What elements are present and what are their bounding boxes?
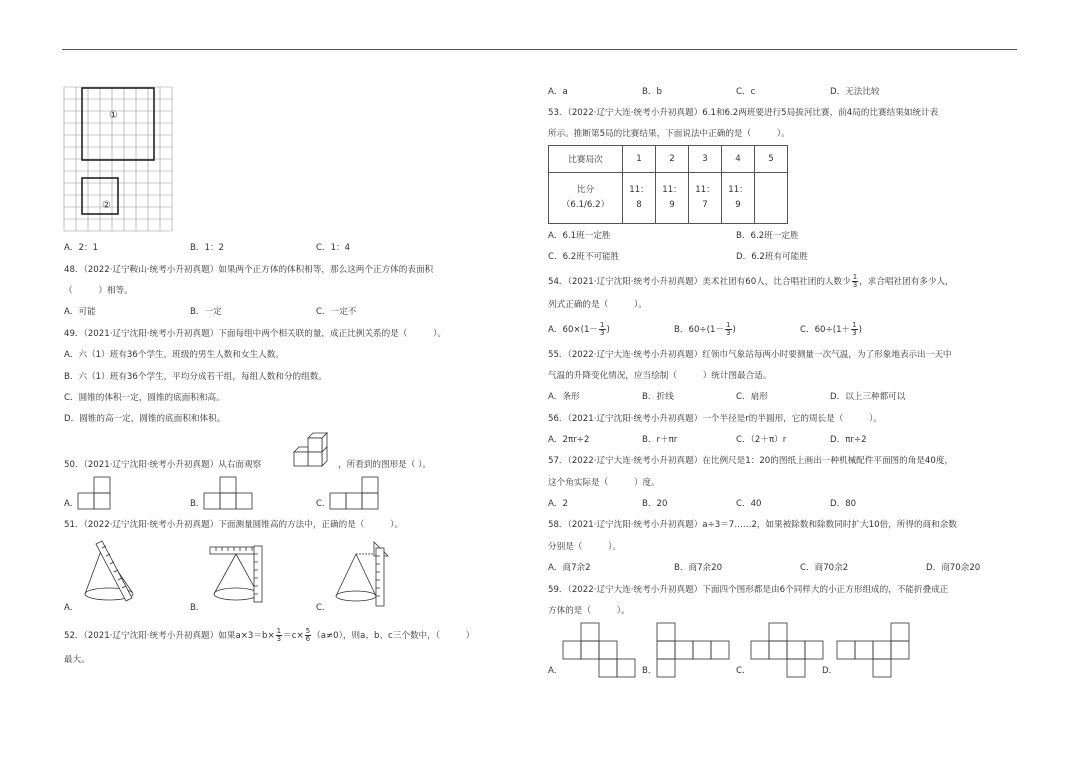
- table-round: 5: [755, 146, 788, 173]
- table-round: 3: [689, 146, 722, 173]
- close-paren: ): [858, 325, 862, 335]
- q50-figure-b: [204, 476, 254, 510]
- header-rule: [62, 49, 1017, 50]
- q49-option-b[interactable]: B．六（1）班有36个学生，平均分成若干组，每组人数和分的组数。: [64, 372, 327, 382]
- score-bottom: 9: [735, 200, 741, 210]
- q49-option-a[interactable]: A．六（1）班有36个学生，班级的男生人数和女生人数。: [64, 350, 284, 360]
- score-top: 11：: [695, 185, 715, 195]
- q54-frac-denominator: 3: [852, 281, 858, 289]
- table-row: [549, 146, 788, 173]
- q53-option-c[interactable]: C．6.2班不可能胜: [548, 252, 620, 262]
- frac-denominator: 3: [600, 329, 605, 337]
- q50-option-b[interactable]: B．: [190, 499, 205, 509]
- cube-stack-figure: [294, 430, 334, 468]
- table-row: [549, 173, 788, 224]
- q48-option-a[interactable]: A．可能: [64, 307, 96, 317]
- q54-stem-post: ，求合唱社团有多少人，: [859, 277, 954, 287]
- q52-stem-mid2: （a≠0），则a、b、c三个数中，（ ）: [312, 631, 475, 641]
- q52-frac2-numerator: 5: [305, 627, 311, 635]
- table-score-label: [549, 173, 623, 224]
- q52-frac1-numerator: 1: [276, 627, 282, 635]
- q59-stem-line2: 方体的是（ ）。: [548, 606, 630, 616]
- q57-option-d[interactable]: D．80: [830, 499, 857, 509]
- q50-stem-post: ，所看到的图形是（ ）。: [338, 460, 431, 470]
- close-paren: ): [732, 325, 736, 335]
- table-head-label: 比赛局次: [549, 146, 623, 173]
- q50-option-c[interactable]: C．: [316, 499, 331, 509]
- q55-option-a[interactable]: A．条形: [548, 392, 580, 402]
- q51-figure-c: [330, 538, 394, 610]
- q56-stem: 56．（2021·辽宁沈阳·统考小升初真题）一个半径是r的半圆形，它的周长是（ ）。: [548, 414, 882, 424]
- score-bottom: 9: [669, 200, 675, 210]
- q54-option-a-text: A．60×(1－: [548, 325, 599, 335]
- q52-frac2-denominator: 6: [305, 635, 311, 643]
- q51-figure-b: [206, 544, 270, 612]
- q55-stem-line1: 55．（2022·辽宁大连·统考小升初真题）红领巾气象站每两小时要测量一次气温，为了形象地表示出一天中: [548, 350, 952, 360]
- score-label-line1: 比分: [576, 185, 595, 195]
- q51-figure-a: [82, 540, 146, 608]
- table-round: 4: [722, 146, 755, 173]
- q59-net-b: [657, 622, 731, 678]
- score-label-line2: （6.1/6.2）: [561, 200, 610, 210]
- q59-net-c: [751, 622, 825, 678]
- q58-option-d[interactable]: D．商70余20: [926, 563, 981, 573]
- q54-option-c[interactable]: [800, 322, 862, 337]
- frac-denominator: 3: [852, 329, 857, 337]
- q52-option-a[interactable]: A．a: [548, 87, 568, 97]
- q57-stem-line1: 57．（2022·辽宁大连·统考小升初真题）在比例尺是1：20的图纸上画出一种机械配件平面图的角是40度，: [548, 456, 954, 466]
- q59-option-a[interactable]: A．: [548, 666, 563, 676]
- q57-option-a[interactable]: A．2: [548, 499, 568, 509]
- q55-option-b[interactable]: B．折线: [642, 392, 674, 402]
- q51-stem: 51．（2022·辽宁沈阳·统考小升初真题）下面测量圆锥高的方法中，正确的是（ ）。: [64, 520, 404, 530]
- q49-option-c[interactable]: C．圆锥的体积一定，圆锥的底面积和高。: [64, 393, 225, 403]
- q54-stem-pre: 54．（2021·辽宁沈阳·统考小升初真题）美术社团有60人，比合唱社团的人数少: [548, 277, 851, 287]
- q57-stem-line2: 这个角实际是（ ）度。: [548, 478, 660, 488]
- q59-option-c[interactable]: C．: [736, 666, 751, 676]
- q51-option-b[interactable]: B．: [190, 603, 205, 613]
- q48-stem-line1: 48．（2022·辽宁鞍山·统考小升初真题）如果两个正方体的体积相等，那么这两个正方体的表面积: [64, 265, 434, 275]
- score-table: [548, 145, 788, 224]
- q55-stem-line2: 气温的升降变化情况，应当绘制（ ）统计图最合适。: [548, 371, 772, 381]
- q50-option-a[interactable]: A．: [64, 499, 79, 509]
- frac-numerator: 1: [726, 321, 731, 329]
- table-score: [623, 173, 656, 224]
- q53-option-b[interactable]: B．6.2班一定胜: [736, 231, 799, 241]
- q54-stem-line1: [548, 274, 954, 289]
- q54-option-c-fraction: [851, 322, 857, 337]
- q48-stem-line2: （ ）相等。: [64, 286, 133, 296]
- q48-option-b[interactable]: B．一定: [190, 307, 222, 317]
- q52-option-c[interactable]: C．c: [736, 87, 756, 97]
- q56-option-d[interactable]: D．πr÷2: [830, 435, 867, 445]
- q54-option-b[interactable]: [674, 322, 736, 337]
- q52-frac1-denominator: 3: [276, 635, 282, 643]
- q56-option-c[interactable]: C．（2＋π）r: [736, 435, 787, 445]
- q56-option-b[interactable]: B．r＋πr: [642, 435, 678, 445]
- q54-option-a[interactable]: [548, 322, 610, 337]
- q58-option-c[interactable]: C．商70余2: [800, 563, 849, 573]
- q52-option-b[interactable]: B．b: [642, 87, 662, 97]
- q54-stem-line2: 列式正确的是（ ）。: [548, 300, 647, 310]
- q47-option-a[interactable]: A．2：1: [64, 243, 99, 253]
- square-1-label: ①: [109, 110, 118, 121]
- q53-stem-line1: 53．（2022·辽宁大连·统考小升初真题）6.1和6.2两班要进行5局拔河比赛，前4局的比赛结果如统计表: [548, 108, 939, 118]
- q55-option-d[interactable]: D．以上三种都可以: [830, 392, 906, 402]
- score-top: 11：: [662, 185, 682, 195]
- q54-option-b-text: B．60÷(1－: [674, 325, 725, 335]
- q59-net-d: [837, 622, 911, 678]
- table-score: [689, 173, 722, 224]
- q47-option-c[interactable]: C．1：4: [316, 243, 351, 253]
- q53-option-a[interactable]: A．6.1班一定胜: [548, 231, 611, 241]
- table-round: 1: [623, 146, 656, 173]
- q59-stem-line1: 59．（2022·辽宁大连·统考小升初真题）下面四个图形都是由6个同样大的小正方形组成的，不能折叠成正: [548, 585, 949, 595]
- q49-option-d[interactable]: D．圆锥的高一定，圆锥的底面积和体积。: [64, 414, 226, 424]
- q50-figure-c: [330, 476, 380, 510]
- q59-net-a: [563, 622, 637, 678]
- grid-figure: [64, 87, 176, 233]
- q57-option-c[interactable]: C．40: [736, 499, 762, 509]
- q54-option-b-fraction: [725, 322, 731, 337]
- q52-option-d[interactable]: D．无法比较: [830, 87, 880, 97]
- q52-fraction-1: [276, 628, 282, 643]
- frac-numerator: 1: [852, 321, 857, 329]
- q56-option-a[interactable]: A．2πr÷2: [548, 435, 590, 445]
- table-score: [755, 173, 788, 224]
- q58-stem-line1: 58．（2021·辽宁沈阳·统考小升初真题）a÷3＝7……2，如果被除数和除数同时扩大10倍，所得的商和余数: [548, 520, 957, 530]
- q51-option-a[interactable]: A．: [64, 603, 79, 613]
- table-round: 2: [656, 146, 689, 173]
- table-score: [722, 173, 755, 224]
- close-paren: ): [606, 325, 610, 335]
- q54-fraction: [852, 274, 858, 289]
- q50-figure-a: [78, 476, 112, 510]
- q54-frac-numerator: 1: [852, 273, 858, 281]
- q48-option-c[interactable]: C．一定不: [316, 307, 357, 317]
- q59-option-b[interactable]: B．: [642, 666, 657, 676]
- q58-option-a[interactable]: A．商7余2: [548, 563, 591, 573]
- frac-denominator: 3: [726, 329, 731, 337]
- table-score: [656, 173, 689, 224]
- q59-option-d[interactable]: D．: [822, 666, 838, 676]
- square-2-label: ②: [102, 200, 111, 211]
- q57-option-b[interactable]: B．20: [642, 499, 668, 509]
- q55-option-c[interactable]: C．扇形: [736, 392, 768, 402]
- score-top: 11：: [728, 185, 748, 195]
- q52-stem-pre: 52．（2021·辽宁沈阳·统考小升初真题）如果a×3＝b×: [64, 631, 275, 641]
- q54-option-c-text: C．60÷(1＋: [800, 325, 851, 335]
- q58-stem-line2: 分别是（ ）。: [548, 542, 622, 552]
- q53-stem-line2: 所示。推断第5局的比赛结果，下面说法中正确的是（ ）。: [548, 129, 790, 139]
- q47-option-b[interactable]: B．1：2: [190, 243, 225, 253]
- q49-stem: 49．（2021·辽宁沈阳·统考小升初真题）下面每组中两个相关联的量，成正比例关系的是（ ）。: [64, 329, 447, 339]
- q53-option-d[interactable]: D．6.2班有可能胜: [736, 252, 808, 262]
- q52-stem: [64, 628, 474, 643]
- q58-option-b[interactable]: B．商7余20: [674, 563, 723, 573]
- q52-stem-line2: 最大。: [64, 655, 90, 665]
- frac-numerator: 1: [600, 321, 605, 329]
- score-bottom: 8: [636, 200, 642, 210]
- q52-stem-mid1: ＝c×: [283, 631, 304, 641]
- q51-option-c[interactable]: C．: [316, 603, 331, 613]
- score-bottom: 7: [702, 200, 708, 210]
- q50-stem-pre: 50．（2021·辽宁沈阳·统考小升初真题）从右面观察: [64, 460, 262, 470]
- score-top: 11：: [629, 185, 649, 195]
- q52-fraction-2: [305, 628, 311, 643]
- q54-option-a-fraction: [599, 322, 605, 337]
